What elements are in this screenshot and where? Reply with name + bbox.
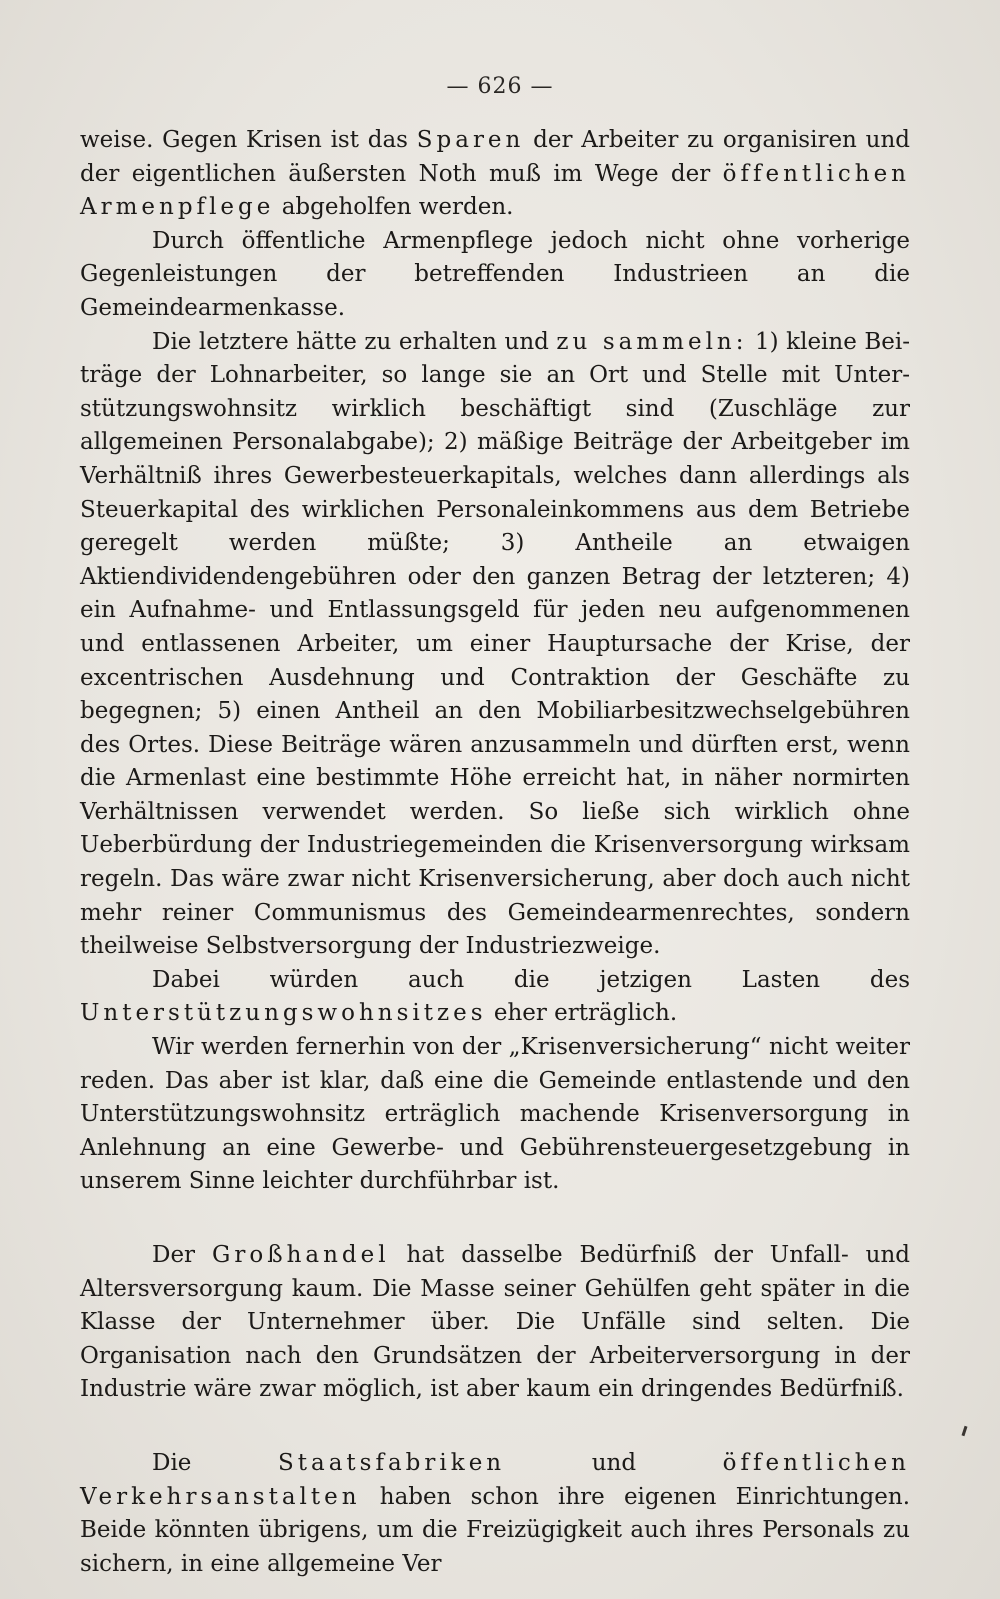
margin-mark: [962, 1426, 968, 1436]
paragraph-p4: [80, 964, 910, 1031]
spaced-emphasis: Unterstützungswohnsitzes: [80, 1000, 487, 1027]
spaced-emphasis: öffentlichen Armenpflege: [80, 160, 910, 221]
spaced-emphasis: Staatsfabriken: [277, 1449, 506, 1476]
paragraph-p7: [80, 1447, 910, 1581]
text-run: Durch öffentliche Armenpflege jedoch nicht ohne vorherige Gegenleistungen der betreffenden Industrieen an die Gemeindearmenkasse.: [80, 227, 910, 321]
paragraph-p5: [80, 1031, 910, 1199]
spaced-emphasis: Großhandel: [211, 1242, 390, 1268]
text-run: weise. Gegen Krisen ist das: [80, 127, 417, 153]
paragraph-p6: [80, 1239, 910, 1407]
text-run: Der: [152, 1242, 212, 1268]
text-run: Wir werden fernerhin von der „Krisenversicherung“ nicht weiter reden. Das aber ist klar, daß eine die Gemeinde entlastende und den Unterstützungswohnsitz erträglich machende Krisenversorgung in Anlehnung an eine Gewerbe- und Gebührensteuergesetzgebung in unserem Sinne leichter durchführbar ist.: [80, 1034, 910, 1195]
paragraph-p3: [80, 326, 910, 964]
text-run: eher erträglich.: [486, 1000, 678, 1027]
text-run: Die: [152, 1449, 278, 1476]
paragraph-p1: [80, 124, 910, 225]
page-number: — 626 —: [446, 74, 554, 99]
text-run: Die letztere hätte zu erhalten und: [152, 328, 557, 355]
text-run: Dabei würden auch die jetzigen Lasten des: [152, 966, 910, 993]
text-run: der Arbeiter zu organisiren und der eigentlichen äußersten Noth muß im Wege der: [80, 127, 910, 187]
spaced-emphasis: öffentlichen Verkehrsanstalten: [80, 1449, 910, 1510]
spaced-emphasis: Sparen: [416, 127, 525, 153]
paragraph-p2: [80, 225, 910, 326]
text-run: und: [505, 1449, 723, 1476]
text-run: 1) kleine Beiträge der Lohnarbeiter, so lange sie an Ort und Stelle mit Unterstützungswohnsitz wirklich beschäftigt sind (Zuschläge zur allgemeinen Personalabgabe); 2) mäßige Beiträge der Arbeitgeber im Verhältniß ihres Gewerbesteuerkapitals, welches dann allerdings als Steuerkapital des wirklichen Personaleinkommens aus dem Betriebe geregelt werden müßte; 3) Antheile an etwaigen Aktiendividendengebühren oder den ganzen Betrag der letzteren; 4) ein Aufnahme- und Entlassungsgeld für jeden neu aufgenommenen und entlassenen Arbeiter, um einer Hauptursache der Krise, der excentrischen Ausdehnung und Contraktion der Geschäfte zu begegnen; 5) einen Antheil an den Mobiliarbesitzwechselgebühren des Ortes. Diese Beiträge wären anzusammeln und dürften erst, wenn die Armenlast eine bestimmte Höhe erreicht hat, in näher normirten Verhältnissen verwendet werden. So ließe sich wirklich ohne Ueberbürdung der Industriegemeinden die Krisenversorgung wirksam regeln. Das wäre zwar nicht Krisenversicherung, aber doch auch nicht mehr reiner Communismus des Gemeindearmenrechtes, sondern theilweise Selbstversorgung der Industriezweige.: [80, 328, 911, 960]
spaced-emphasis: zu sammeln:: [556, 328, 748, 355]
text-run: hat dasselbe Bedürfniß der Unfall- und Altersversorgung kaum. Die Masse seiner Gehülfen geht später in die Klasse der Unternehmer über. Die Unfälle sind selten. Die Organisation nach den Grundsätzen der Arbeiterversorgung in der Industrie wäre zwar möglich, ist aber kaum ein dringendes Bedürfniß.: [80, 1242, 910, 1403]
body-text: [80, 124, 910, 1581]
text-run: haben schon ihre eigenen Einrichtungen. Beide könnten übrigens, um die Freizügigkeit auch ihres Personals zu sichern, in eine allgemeine Ver: [80, 1483, 910, 1577]
text-run: abgeholfen werden.: [274, 194, 514, 221]
